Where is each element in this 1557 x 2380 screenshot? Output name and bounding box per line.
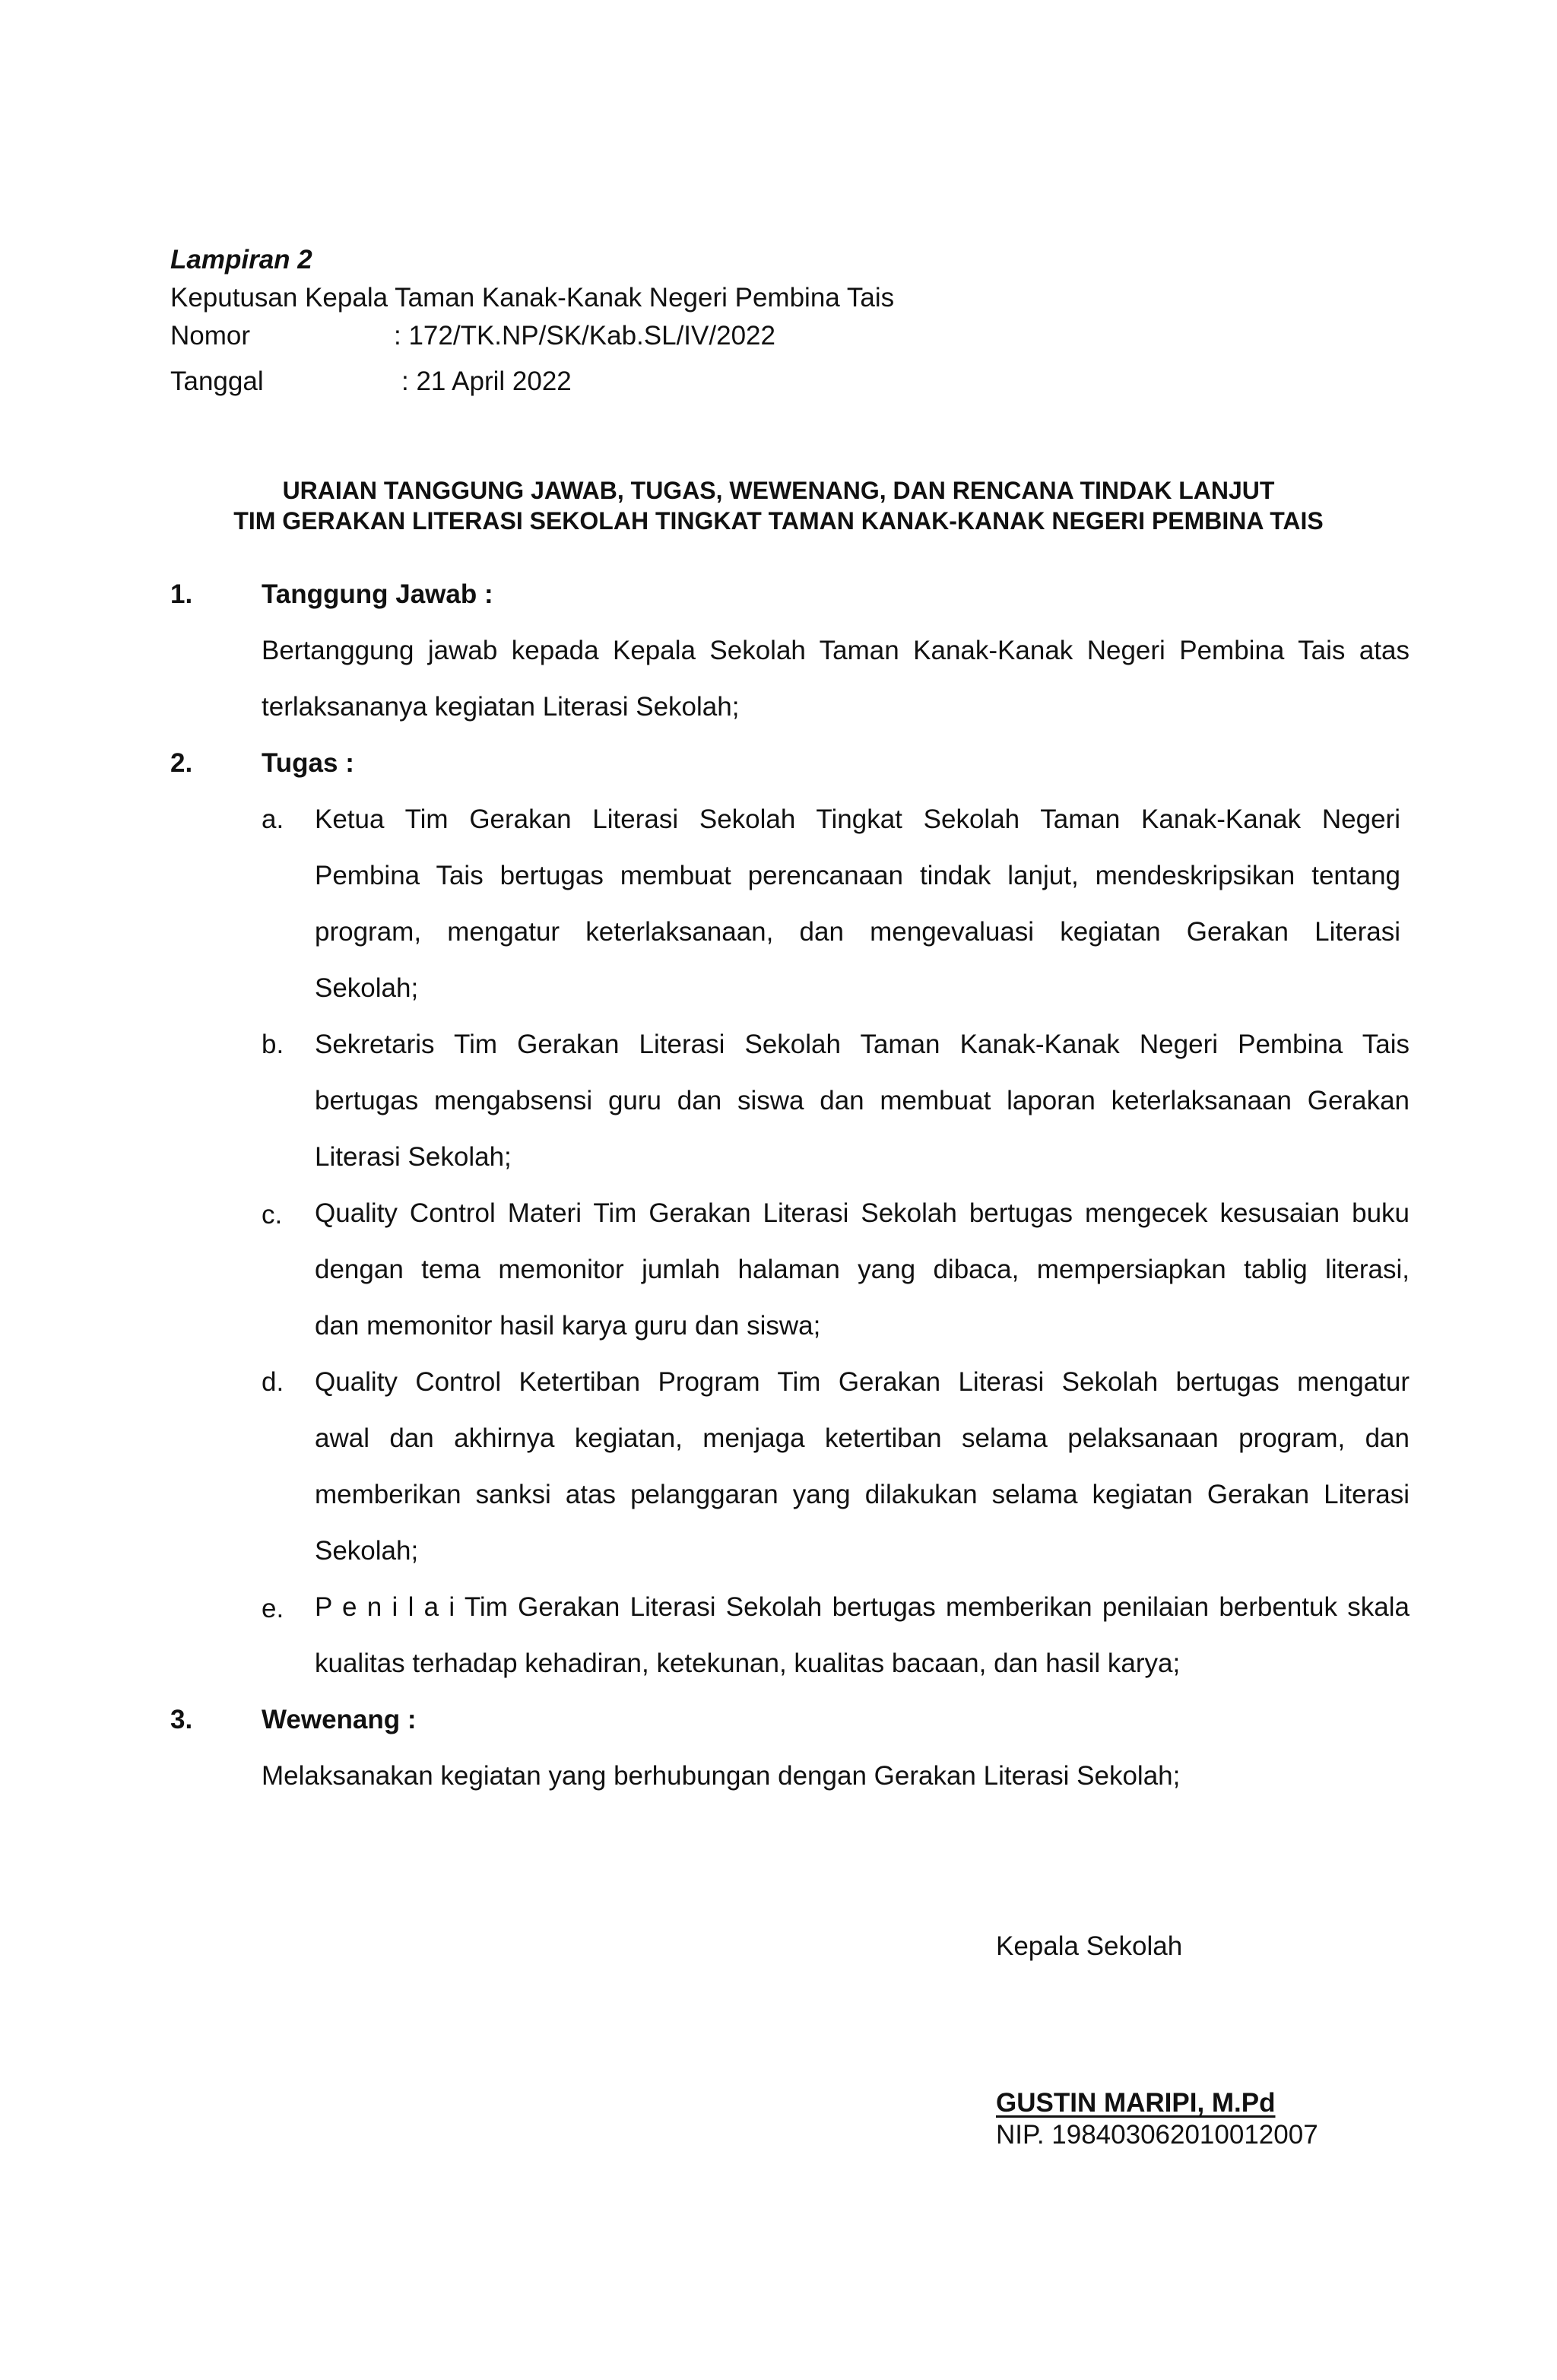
section-2-number: 2. bbox=[170, 748, 193, 778]
item-a-line-1: Ketua Tim Gerakan Literasi Sekolah Tingkat Sekolah Taman Kanak-Kanak Negeri bbox=[315, 804, 1400, 834]
item-a-line-4: Sekolah; bbox=[315, 973, 419, 1003]
item-c-line-1: Quality Control Materi Tim Gerakan Literasi Sekolah bertugas mengecek kesusaian buku bbox=[315, 1198, 1410, 1228]
item-e-letter: e. bbox=[262, 1594, 284, 1623]
item-e-line-2: kualitas terhadap kehadiran, ketekunan, kualitas bacaan, dan hasil karya; bbox=[315, 1649, 1181, 1678]
tanggal-label: Tanggal bbox=[170, 367, 264, 396]
item-b-line-2: bertugas mengabsensi guru dan siswa dan membuat laporan keterlaksanaan Gerakan bbox=[315, 1086, 1410, 1115]
section-3-line-1: Melaksanakan kegiatan yang berhubungan dengan Gerakan Literasi Sekolah; bbox=[262, 1761, 1181, 1791]
section-1-line-1: Bertanggung jawab kepada Kepala Sekolah Taman Kanak-Kanak Negeri Pembina Tais atas bbox=[262, 636, 1410, 665]
item-d-line-1: Quality Control Ketertiban Program Tim Gerakan Literasi Sekolah bertugas mengatur bbox=[315, 1367, 1410, 1397]
section-2-heading: Tugas : bbox=[262, 748, 354, 778]
keputusan-line: Keputusan Kepala Taman Kanak-Kanak Negeri Pembina Tais bbox=[170, 283, 895, 313]
item-a-letter: a. bbox=[262, 804, 284, 834]
item-b-letter: b. bbox=[262, 1030, 284, 1059]
item-b-line-1: Sekretaris Tim Gerakan Literasi Sekolah Taman Kanak-Kanak Negeri Pembina Tais bbox=[315, 1030, 1410, 1059]
item-d-line-4: Sekolah; bbox=[315, 1536, 419, 1566]
item-c-line-2: dengan tema memonitor jumlah halaman yang dibaca, mempersiapkan tablig literasi, bbox=[315, 1255, 1410, 1284]
item-c-letter: c. bbox=[262, 1200, 283, 1230]
tanggal-value: : 21 April 2022 bbox=[401, 367, 572, 396]
section-1-heading: Tanggung Jawab : bbox=[262, 579, 493, 609]
document-title-line-2: TIM GERAKAN LITERASI SEKOLAH TINGKAT TAMAN KANAK-KANAK NEGERI PEMBINA TAIS bbox=[233, 507, 1324, 535]
item-e-line-1: P e n i l a i Tim Gerakan Literasi Sekolah bertugas memberikan penilaian berbentuk skala bbox=[315, 1592, 1410, 1622]
signature-role: Kepala Sekolah bbox=[996, 1931, 1183, 1961]
item-d-line-3: memberikan sanksi atas pelanggaran yang dilakukan selama kegiatan Gerakan Literasi bbox=[315, 1480, 1410, 1509]
lampiran-label: Lampiran 2 bbox=[170, 245, 312, 274]
document-title-line-1: URAIAN TANGGUNG JAWAB, TUGAS, WEWENANG, DAN RENCANA TINDAK LANJUT bbox=[282, 477, 1275, 504]
nomor-value: : 172/TK.NP/SK/Kab.SL/IV/2022 bbox=[394, 321, 775, 351]
section-3-number: 3. bbox=[170, 1705, 193, 1734]
section-3-heading: Wewenang : bbox=[262, 1705, 417, 1734]
section-1-line-2: terlaksananya kegiatan Literasi Sekolah; bbox=[262, 692, 740, 722]
item-c-line-3: dan memonitor hasil karya guru dan siswa; bbox=[315, 1311, 821, 1341]
item-d-letter: d. bbox=[262, 1367, 284, 1397]
item-a-line-2: Pembina Tais bertugas membuat perencanaan tindak lanjut, mendeskripsikan tentang bbox=[315, 861, 1400, 890]
item-a-line-3: program, mengatur keterlaksanaan, dan mengevaluasi kegiatan Gerakan Literasi bbox=[315, 917, 1400, 947]
item-b-line-3: Literasi Sekolah; bbox=[315, 1142, 512, 1172]
nomor-label: Nomor bbox=[170, 321, 251, 351]
signature-nip: NIP. 198403062010012007 bbox=[996, 2120, 1318, 2150]
section-1-number: 1. bbox=[170, 579, 193, 609]
signature-name: GUSTIN MARIPI, M.Pd bbox=[996, 2088, 1276, 2118]
item-d-line-2: awal dan akhirnya kegiatan, menjaga ketertiban selama pelaksanaan program, dan bbox=[315, 1423, 1410, 1453]
